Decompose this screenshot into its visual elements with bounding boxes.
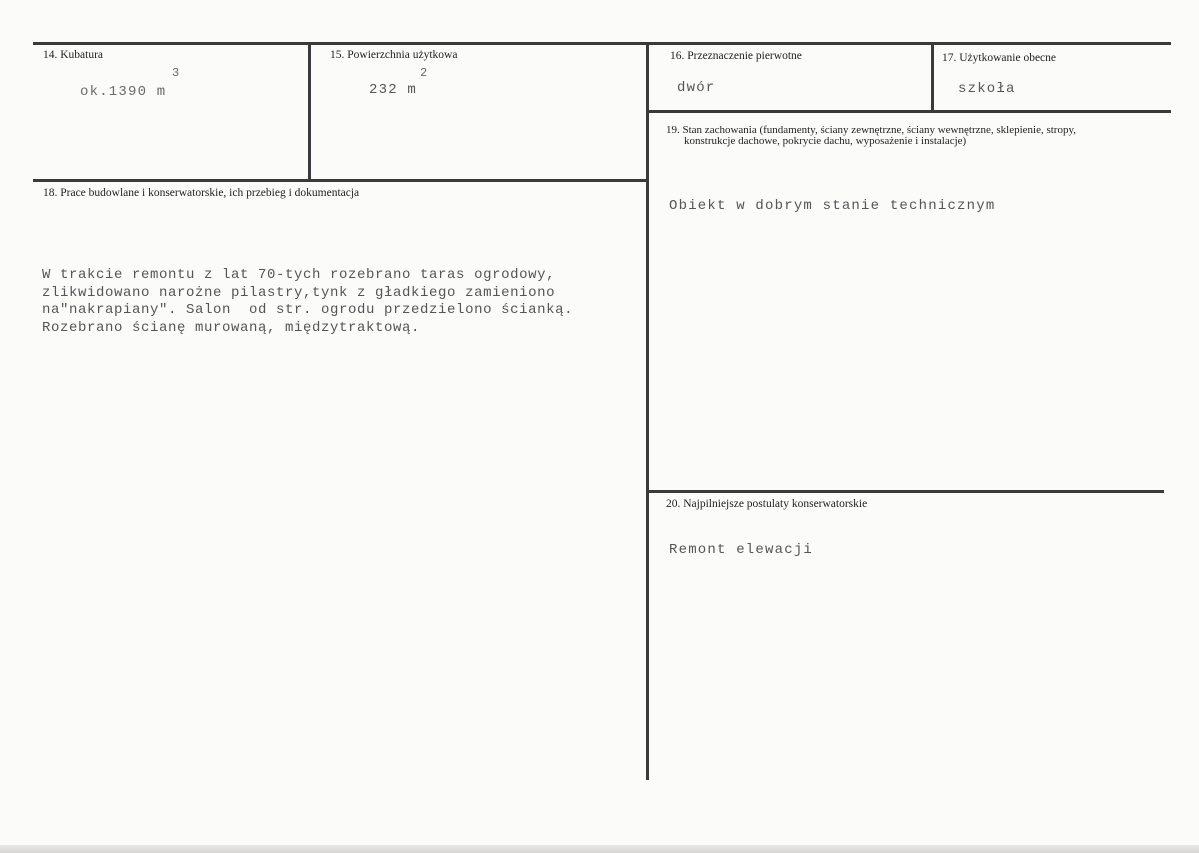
przeznaczenie-value: dwór xyxy=(677,80,716,96)
stan-label-line1: 19. Stan zachowania (fundamenty, ściany zewnętrzne, ściany wewnętrzne, sklepienie, stropy, xyxy=(666,124,1077,136)
paper-edge xyxy=(0,845,1199,853)
top-rule xyxy=(33,42,1171,45)
divider-16-17 xyxy=(931,42,934,112)
kubatura-superscript: 3 xyxy=(172,66,180,80)
prace-line-2: zlikwidowano narożne pilastry,tynk z gładkiego zamieniono xyxy=(42,285,556,301)
kubatura-label: 14. Kubatura xyxy=(43,49,104,61)
rule-under-16-17 xyxy=(649,110,1171,113)
uzytkowanie-label: 17. Użytkowanie obecne xyxy=(942,52,1057,64)
stan-value: Obiekt w dobrym stanie technicznym xyxy=(669,198,996,214)
prace-line-4: Rozebrano ścianę murowaną, międzytraktową. xyxy=(42,320,421,336)
powierzchnia-superscript: 2 xyxy=(420,66,428,80)
przeznaczenie-label: 16. Przeznaczenie pierwotne xyxy=(670,50,802,62)
powierzchnia-label: 15. Powierzchnia użytkowa xyxy=(330,49,458,61)
rule-under-14-15 xyxy=(33,179,648,182)
postulaty-label: 20. Najpilniejsze postulaty konserwatorskie xyxy=(666,498,868,510)
prace-line-3: na"nakrapiany". Salon od str. ogrodu przedzielono ścianką. xyxy=(42,302,574,318)
rule-above-20 xyxy=(649,490,1164,493)
divider-main xyxy=(646,42,649,780)
stan-label-line2: konstrukcje dachowe, pokrycie dachu, wyposażenie i instalacje) xyxy=(684,135,967,147)
postulaty-value: Remont elewacji xyxy=(669,542,814,558)
prace-label: 18. Prace budowlane i konserwatorskie, ich przebieg i dokumentacja xyxy=(43,187,360,199)
prace-line-1: W trakcie remontu z lat 70-tych rozebrano taras ogrodowy, xyxy=(42,267,556,283)
divider-14-15 xyxy=(308,42,311,181)
kubatura-value: ok.1390 m xyxy=(80,84,167,100)
uzytkowanie-value: szkoła xyxy=(958,81,1016,97)
powierzchnia-value: 232 m xyxy=(369,82,418,98)
